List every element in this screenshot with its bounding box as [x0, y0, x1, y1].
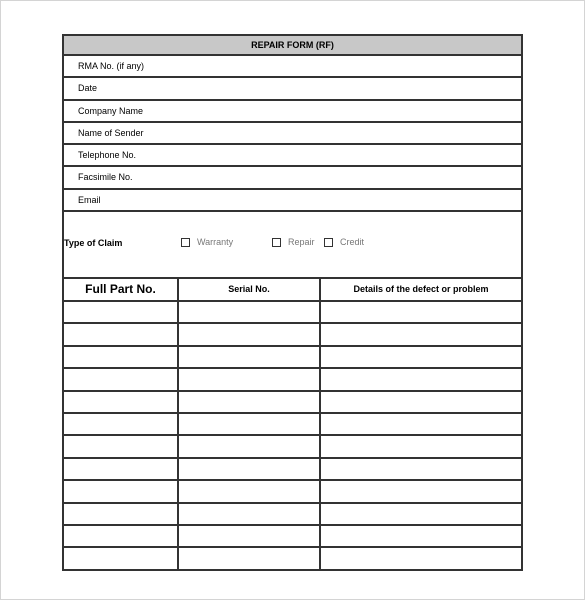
claim-option-warranty[interactable] [181, 237, 233, 247]
serial-number-cell[interactable] [179, 369, 321, 391]
defect-details-cell[interactable] [321, 526, 521, 548]
repair-form [62, 34, 523, 571]
telephone-label: Telephone No. [78, 150, 137, 161]
part-number-cell[interactable] [64, 504, 179, 526]
serial-number-cell[interactable] [179, 481, 321, 503]
part-number-cell[interactable] [64, 347, 179, 369]
claim-option-repair[interactable] [272, 237, 315, 247]
part-number-cell[interactable] [64, 324, 179, 346]
date-label: Date [78, 83, 98, 94]
serial-number-cell[interactable] [179, 392, 321, 414]
defect-details-cell[interactable] [321, 369, 521, 391]
rma-number-label: RMA No. (if any) [78, 61, 145, 71]
defect-details-cell[interactable] [321, 504, 521, 526]
serial-number-cell[interactable] [179, 324, 321, 346]
defect-details-cell[interactable] [321, 392, 521, 414]
warranty-checkbox[interactable] [181, 238, 190, 247]
part-number-cell[interactable] [64, 392, 179, 414]
email-field[interactable] [64, 190, 521, 212]
warranty-label: Warranty [197, 237, 234, 248]
sender-name-label: Name of Sender [78, 127, 144, 138]
defect-details-cell[interactable] [321, 302, 521, 324]
company-name-field[interactable] [64, 101, 521, 123]
defect-details-cell[interactable] [321, 347, 521, 369]
repair-checkbox[interactable] [272, 238, 281, 247]
claim-type-label: Type of Claim [64, 238, 123, 249]
claim-type-row [64, 212, 521, 279]
serial-number-cell[interactable] [179, 302, 321, 324]
part-number-cell[interactable] [64, 436, 179, 458]
serial-number-cell[interactable] [179, 436, 321, 458]
defect-details-cell[interactable] [321, 481, 521, 503]
serial-number-cell[interactable] [179, 347, 321, 369]
facsimile-field[interactable] [64, 167, 521, 189]
defect-details-cell[interactable] [321, 548, 521, 570]
defect-details-cell[interactable] [321, 414, 521, 436]
sender-name-field[interactable] [64, 123, 521, 145]
email-label: Email [78, 194, 101, 205]
part-number-cell[interactable] [64, 548, 179, 570]
form-title: REPAIR FORM (RF) [64, 34, 521, 56]
serial-number-cell[interactable] [179, 414, 321, 436]
credit-checkbox[interactable] [324, 238, 333, 247]
claim-option-credit[interactable] [324, 237, 364, 247]
part-number-cell[interactable] [64, 302, 179, 324]
part-number-cell[interactable] [64, 459, 179, 481]
column-header-part-number: Full Part No. [64, 279, 179, 302]
credit-label: Credit [340, 237, 365, 248]
part-number-cell[interactable] [64, 369, 179, 391]
serial-number-cell[interactable] [179, 459, 321, 481]
company-name-label: Company Name [78, 105, 144, 116]
column-header-serial-number: Serial No. [179, 279, 321, 302]
facsimile-label: Facsimile No. [78, 172, 133, 183]
part-number-cell[interactable] [64, 481, 179, 503]
defect-details-cell[interactable] [321, 436, 521, 458]
part-number-cell[interactable] [64, 526, 179, 548]
serial-number-cell[interactable] [179, 504, 321, 526]
part-number-cell[interactable] [64, 414, 179, 436]
repair-label: Repair [288, 237, 315, 248]
column-header-defect-details: Details of the defect or problem [321, 279, 521, 302]
date-field[interactable] [64, 78, 521, 100]
parts-table [64, 279, 521, 571]
rma-number-field[interactable] [64, 56, 521, 78]
defect-details-cell[interactable] [321, 459, 521, 481]
defect-details-cell[interactable] [321, 324, 521, 346]
telephone-field[interactable] [64, 145, 521, 167]
serial-number-cell[interactable] [179, 526, 321, 548]
serial-number-cell[interactable] [179, 548, 321, 570]
